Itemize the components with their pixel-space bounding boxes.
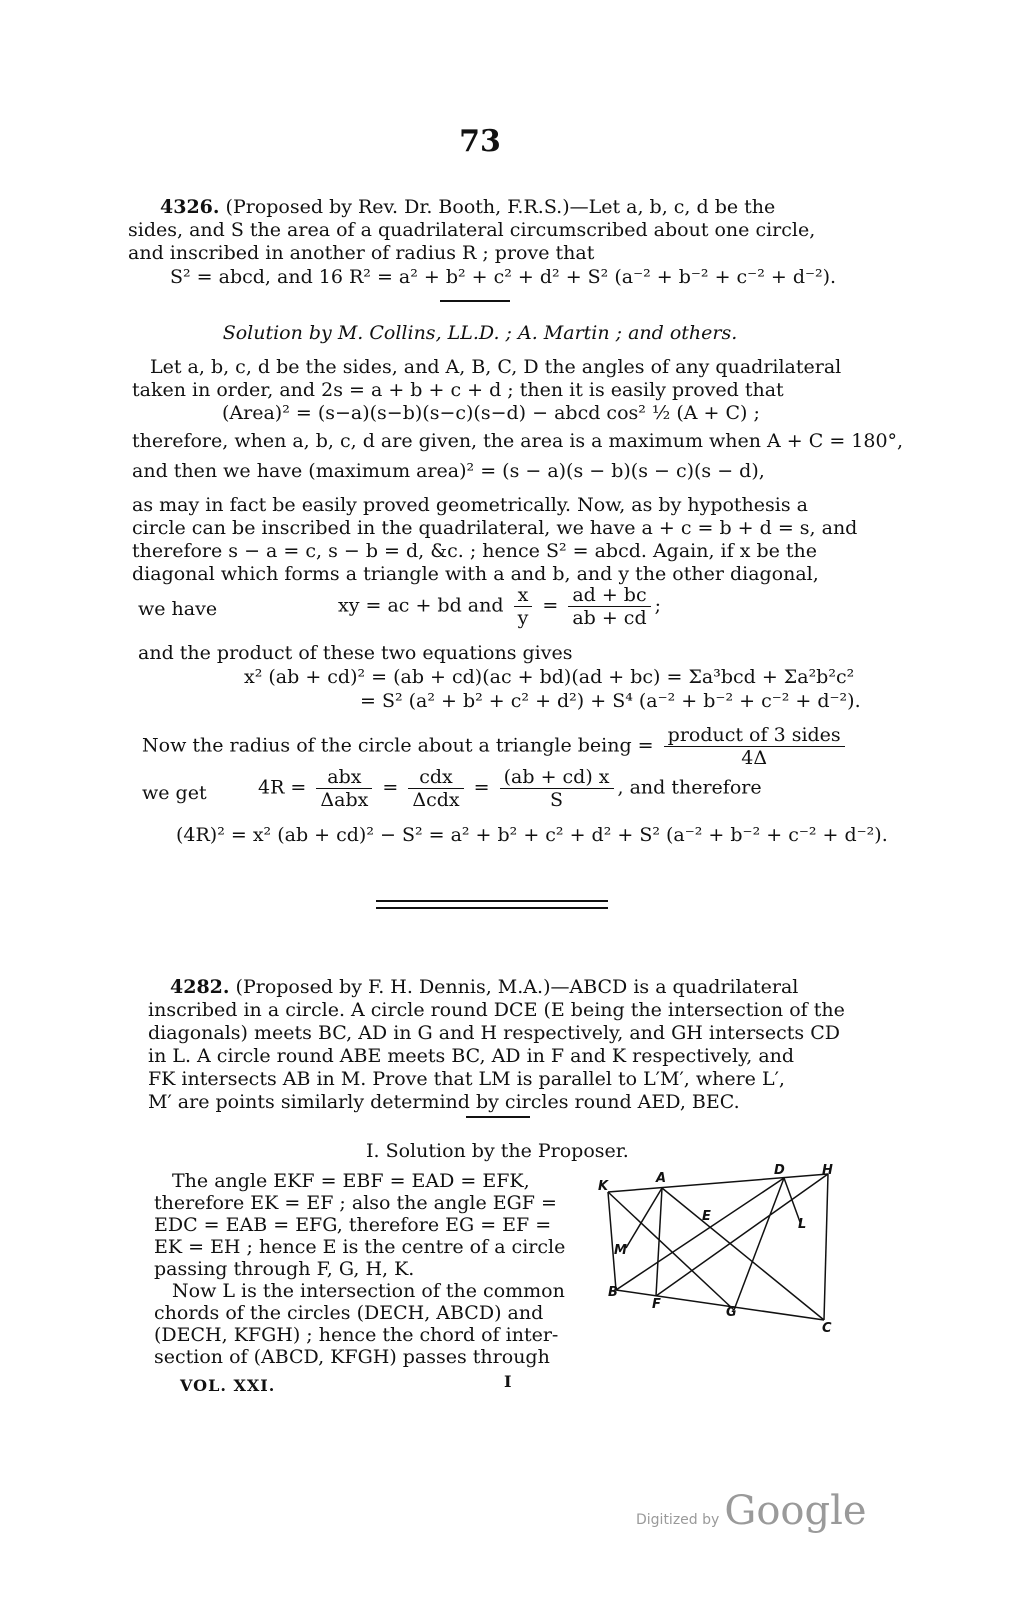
q4326-body-line: circle can be inscribed in the quadrilateral, we have a + c = b + d = s, and (132, 517, 858, 539)
volume-label: VOL. XXI. (180, 1376, 276, 1395)
fraction-radius (664, 724, 845, 769)
label-f: F (652, 1297, 661, 1312)
fraction-numerator: ad + bc (568, 584, 650, 607)
radius-text: Now the radius of the circle about a triangle being = (142, 734, 654, 757)
q4326-body-line: diagonal which forms a triangle with a and b, and y the other diagonal, (132, 563, 819, 585)
label-e: E (702, 1209, 711, 1224)
q4282-solution-line: Now L is the intersection of the common (172, 1280, 565, 1302)
q4326-body-line: and the product of these two equations gives (138, 642, 573, 664)
fraction-denominator: Δcdx (412, 789, 460, 811)
label-h: H (822, 1163, 833, 1178)
q4326-number: 4326. (160, 196, 220, 218)
line-fh (656, 1174, 828, 1296)
double-rule-top (376, 900, 608, 902)
q4326-intro-line: (Proposed by Rev. Dr. Booth, F.R.S.)—Let a, b, c, d be the (225, 196, 776, 218)
label-m: M (614, 1243, 627, 1258)
q4282-solution-line: EK = EH ; hence E is the centre of a circle (154, 1236, 566, 1258)
q4326-line-1 (160, 196, 775, 218)
fraction-numerator: x (514, 584, 533, 607)
q4282-intro-line: (Proposed by F. H. Dennis, M.A.)—ABCD is a quadrilateral (235, 976, 799, 998)
google-logo: Google (724, 1488, 867, 1534)
q4326-eq-4r: 4R = $\frac{\text{abx}}{\text{Δabx}}$ = $\frac{\text{cdx}}{\text{Δcdx}}$ = $\frac{(ab + cd) x}{S}$ , and therefore (258, 766, 762, 811)
fraction-denominator: Δabx (320, 789, 369, 811)
line-dl (784, 1178, 800, 1222)
q4282-solution-line: passing through F, G, H, K. (154, 1258, 415, 1280)
label-l: L (798, 1217, 807, 1232)
label-k: K (598, 1179, 609, 1194)
fraction-x-over-y (514, 584, 533, 629)
label-d: D (774, 1163, 785, 1178)
line-bd (616, 1178, 784, 1290)
q4326-eq-prod-1: x² (ab + cd)² = (ab + cd)(ac + bd)(ad + bc) = Σa³bcd + Σa²b²c² (244, 666, 855, 688)
q4326-body-line: as may in fact be easily proved geometrically. Now, as by hypothesis a (132, 494, 808, 516)
we-have-label: we have (138, 598, 218, 620)
q4326-body-line: taken in order, and 2s = a + b + c + d ; then it is easily proved that (132, 379, 784, 401)
q4282-intro-line: in L. A circle round ABE meets BC, AD in F and K respectively, and (148, 1045, 795, 1067)
eq-4r-lhs: 4R = (258, 776, 307, 799)
q4326-solution-heading: Solution by M. Collins, LL.D. ; A. Martin ; and others. (222, 322, 738, 344)
q4282-solution-line: chords of the circles (DECH, ABCD) and (154, 1302, 544, 1324)
page-number: 73 (459, 124, 501, 159)
signature-mark: I (504, 1372, 513, 1391)
eq-xy-text: xy = ac + bd and (338, 594, 504, 617)
double-rule-bottom (376, 907, 608, 909)
q4282-number: 4282. (170, 976, 230, 998)
q4282-solution-line: section of (ABCD, KFGH) passes through (154, 1346, 550, 1368)
label-b: B (608, 1285, 618, 1300)
fraction-cdx (408, 766, 463, 811)
fraction-numerator: cdx (408, 766, 463, 789)
short-divider (466, 1116, 530, 1118)
fraction-denominator: y (517, 607, 529, 629)
q4326-body-line: Let a, b, c, d be the sides, and A, B, C, D the angles of any quadrilateral (150, 356, 842, 378)
q4282-solution-heading: I. Solution by the Proposer. (366, 1140, 629, 1162)
q4326-intro-line: and inscribed in another of radius R ; prove that (128, 242, 595, 264)
q4326-eq-xy: xy = ac + bd and $\frac{x}{y}$ = $\frac{ad + bc}{ab + cd}$ ; (338, 584, 662, 629)
fraction-numerator: (ab + cd) x (500, 766, 614, 789)
q4326-body-line: therefore, when a, b, c, d are given, the area is a maximum when A + C = 180°, (132, 430, 904, 452)
q4326-eq-area: (Area)² = (s−a)(s−b)(s−c)(s−d) − abcd cos² ½ (A + C) ; (222, 402, 760, 424)
q4282-solution-line: The angle EKF = EBF = EAD = EFK, (172, 1170, 530, 1192)
and-therefore-text: , and therefore (617, 776, 762, 799)
q4326-intro-line: sides, and S the area of a quadrilateral circumscribed about one circle, (128, 219, 816, 241)
q4326-radius-line (142, 724, 849, 769)
q4282-intro-line: inscribed in a circle. A circle round DCE (E being the intersection of the (148, 999, 845, 1021)
digitized-watermark (636, 1488, 867, 1534)
fraction-denominator: S (550, 789, 564, 811)
q4282-intro-line: FK intersects AB in M. Prove that LM is parallel to L′M′, where L′, (148, 1068, 785, 1090)
q4326-body-line: and then we have (maximum area)² = (s − a)(s − b)(s − c)(s − d), (132, 460, 765, 482)
line-kh (608, 1174, 828, 1192)
geometry-diagram (596, 1160, 846, 1340)
label-a: A (656, 1171, 667, 1186)
fraction-abx (316, 766, 372, 811)
q4282-line-1 (170, 976, 798, 998)
we-get-label: we get (142, 782, 207, 804)
line-kb (608, 1192, 616, 1290)
q4326-formula: S² = abcd, and 16 R² = a² + b² + c² + d² + S² (a⁻² + b⁻² + c⁻² + d⁻²). (170, 266, 837, 288)
q4282-intro-line: diagonals) meets BC, AD in G and H respectively, and GH intersects CD (148, 1022, 840, 1044)
fraction-denominator: ab + cd (572, 607, 647, 629)
q4326-body-line: therefore s − a = c, s − b = d, &c. ; hence S² = abcd. Again, if x be the (132, 540, 818, 562)
q4326-eq-prod-2: = S² (a² + b² + c² + d²) + S⁴ (a⁻² + b⁻² + c⁻² + d⁻²). (360, 690, 861, 712)
label-c: C (822, 1321, 832, 1336)
line-dg (734, 1178, 784, 1310)
short-divider (440, 300, 510, 302)
fraction-numerator: abx (316, 766, 372, 789)
line-hc (824, 1174, 828, 1320)
q4326-eq-final: (4R)² = x² (ab + cd)² − S² = a² + b² + c² + d² + S² (a⁻² + b⁻² + c⁻² + d⁻²). (176, 824, 888, 846)
q4282-solution-line: therefore EK = EF ; also the angle EGF = (154, 1192, 557, 1214)
q4282-intro-line: M′ are points similarly determind by circles round AED, BEC. (148, 1091, 740, 1113)
label-g: G (726, 1305, 737, 1320)
watermark-prefix: Digitized by (636, 1512, 720, 1528)
fraction-abcd-x (500, 766, 614, 811)
q4282-solution-line: EDC = EAB = EFG, therefore EG = EF = (154, 1214, 552, 1236)
q4282-solution-line: (DECH, KFGH) ; hence the chord of inter- (154, 1324, 559, 1346)
line-am (626, 1188, 662, 1248)
fraction-denominator: 4Δ (741, 747, 768, 769)
fraction-ad-bc (568, 584, 650, 629)
fraction-numerator: product of 3 sides (664, 724, 845, 747)
